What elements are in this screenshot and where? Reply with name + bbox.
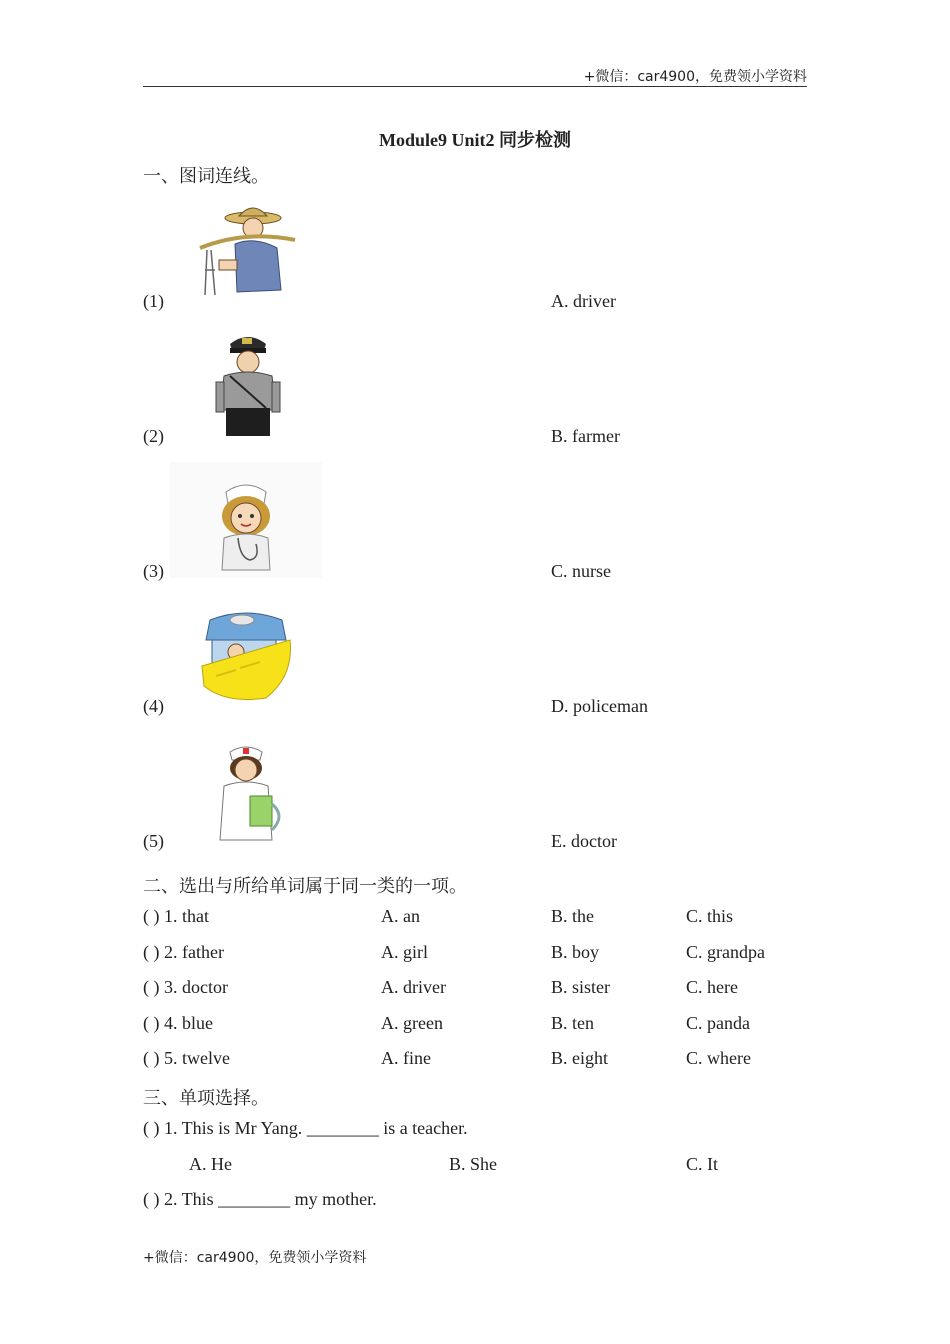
choice-c: C. grandpa [686, 942, 765, 962]
question-stem: ( ) 5. twelve [143, 1048, 230, 1068]
doctor-image [170, 462, 322, 578]
question-stem: ( ) 3. doctor [143, 977, 228, 997]
choice-c: C. this [686, 906, 734, 926]
choice-a: A. driver [381, 977, 446, 997]
choice-a: A. green [381, 1013, 443, 1033]
choice-b: B. the [551, 906, 594, 926]
choice-c: C. where [686, 1048, 751, 1068]
question-stem: ( ) 4. blue [143, 1013, 213, 1033]
section2-heading: 二、选出与所给单词属于同一类的一项。 [143, 876, 467, 897]
choice-a: A. an [381, 906, 420, 926]
section1-heading: 一、图词连线。 [143, 166, 269, 187]
header-rule [143, 86, 807, 87]
match-number: (1) [143, 291, 164, 311]
match-option: C. nurse [551, 561, 611, 581]
driver-image [196, 606, 296, 704]
question-stem: ( ) 2. father [143, 942, 224, 962]
choice-b: B. sister [551, 977, 611, 997]
section3-heading: 三、单项选择。 [143, 1088, 269, 1109]
choice-c: C. It [686, 1154, 719, 1174]
question-stem: ( ) 2. This ________ my mother. [143, 1189, 377, 1209]
match-number: (5) [143, 831, 164, 851]
match-number: (2) [143, 426, 164, 446]
choice-a: A. He [189, 1154, 232, 1174]
question-stem: ( ) 1. that [143, 906, 209, 926]
choice-b: B. eight [551, 1048, 608, 1068]
match-option: E. doctor [551, 831, 617, 851]
match-option: D. policeman [551, 696, 648, 716]
policeman-image [212, 330, 282, 440]
match-option: A. driver [551, 291, 616, 311]
choice-c: C. here [686, 977, 738, 997]
choice-c: C. panda [686, 1013, 750, 1033]
nurse-image [210, 740, 286, 844]
choice-a: A. fine [381, 1048, 431, 1068]
choice-b: B. She [449, 1154, 498, 1174]
farmer-image [195, 200, 300, 300]
doctor-image-frame [170, 462, 322, 578]
match-option: B. farmer [551, 426, 620, 446]
question-stem: ( ) 1. This is Mr Yang. ________ is a teacher. [143, 1118, 468, 1138]
match-number: (3) [143, 561, 164, 581]
match-number: (4) [143, 696, 164, 716]
choice-a: A. girl [381, 942, 428, 962]
page-title: Module9 Unit2 同步检测 [378, 130, 571, 150]
footer-note: +微信：car4900，免费领小学资料 [143, 1250, 367, 1266]
header-note: +微信：car4900，免费领小学资料 [583, 69, 807, 85]
choice-b: B. ten [551, 1013, 594, 1033]
choice-b: B. boy [551, 942, 600, 962]
